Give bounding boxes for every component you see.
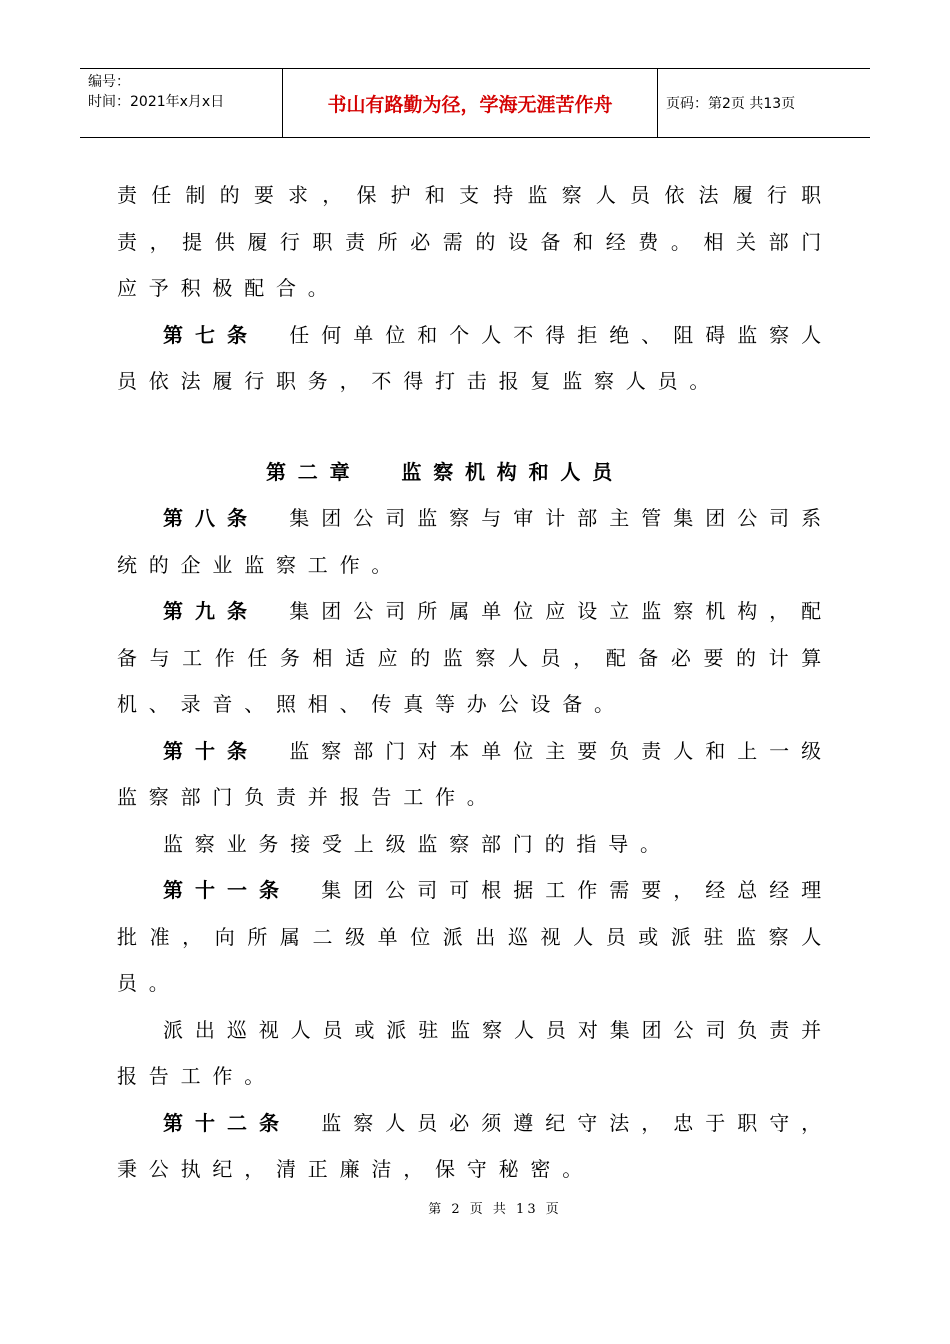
article-12 (117, 1100, 833, 1193)
article-10-title: 第十条 (163, 738, 259, 763)
document-number-label: 编号： (88, 74, 130, 90)
chapter-heading (117, 449, 833, 496)
article-10 (117, 728, 833, 821)
article-9-title: 第九条 (163, 599, 259, 623)
paragraph-continued: 责任制的要求，保护和支持监察人员依法履行职责，提供履行职责所必需的设备和经费。相关部门应予积极配合。 (117, 183, 833, 300)
header-page-info: 页码：第2页 共13页 (666, 96, 796, 112)
article-12-text: 监察人员必须遵纪守法，忠于职守，秉公执纪，清正廉洁，保守秘密。 (117, 1110, 833, 1181)
article-8-title: 第八条 (163, 506, 259, 530)
article-9-text: 集团公司所属单位应设立监察机构，配备与工作任务相适应的监察人员，配备必要的计算机、录音、照相、传真等办公设备。 (117, 599, 833, 716)
article-7 (117, 312, 833, 405)
article-10-text: 监察部门对本单位主要负责人和上一级监察部门负责并报告工作。 (117, 738, 833, 809)
header-motto: 书山有路勤为径，学海无涯苦作舟 (282, 69, 658, 137)
article-11-text: 集团公司可根据工作需要，经总经理批准，向所属二级单位派出巡视人员或派驻监察人员。 (117, 878, 833, 995)
document-time-label: 时间：2021年x月x日 (88, 94, 225, 110)
page-footer: 第 2 页 共 13 页 (428, 1202, 562, 1217)
article-9 (117, 588, 833, 728)
document-body (117, 172, 833, 1193)
header-table (80, 68, 870, 138)
paragraph-dispatch: 派出巡视人员或派驻监察人员对集团公司负责并报告工作。 (117, 1017, 833, 1088)
article-11 (117, 867, 833, 1007)
article-7-title: 第七条 (163, 322, 259, 347)
chapter-title: 监察机构和人员 (401, 459, 624, 484)
article-11-title: 第十一条 (163, 878, 291, 902)
article-7-text: 任何单位和个人不得拒绝、阻碍监察人员依法履行职务，不得打击报复监察人员。 (117, 322, 833, 393)
chapter-number: 第二章 (265, 459, 362, 484)
article-8-text: 集团公司监察与审计部主管集团公司系统的企业监察工作。 (117, 506, 833, 577)
article-12-title: 第十二条 (163, 1110, 291, 1135)
paragraph-guidance: 监察业务接受上级监察部门的指导。 (163, 831, 672, 856)
header-meta (80, 69, 282, 137)
article-8 (117, 495, 833, 588)
